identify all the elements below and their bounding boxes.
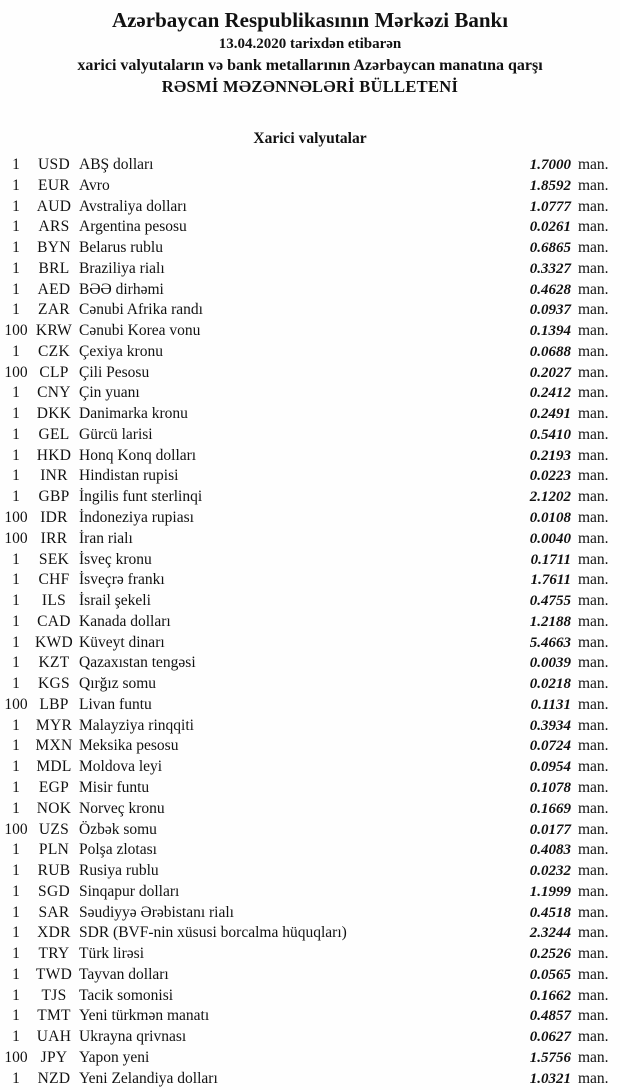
currency-row bbox=[0, 633, 620, 654]
currency-quantity: 1 bbox=[12, 945, 20, 963]
currency-row bbox=[0, 778, 620, 799]
rate-unit: man. bbox=[578, 820, 609, 838]
currency-row bbox=[0, 363, 620, 384]
rate-unit: man. bbox=[578, 882, 609, 900]
currency-name: Qazaxıstan tengəsi bbox=[79, 654, 196, 672]
currency-quantity: 1 bbox=[12, 654, 20, 672]
currency-quantity: 1 bbox=[12, 446, 20, 464]
rate-unit: man. bbox=[578, 592, 609, 610]
currency-name: Rusiya rublu bbox=[79, 862, 159, 880]
currency-name: Avro bbox=[79, 176, 110, 194]
currency-quantity: 1 bbox=[12, 799, 20, 817]
rate-unit: man. bbox=[578, 239, 609, 257]
rate-value: 0.1669 bbox=[529, 800, 571, 817]
rate-value: 0.0040 bbox=[529, 530, 571, 547]
bulletin-title: RƏSMİ MƏZƏNNƏLƏRİ BÜLLETENİ bbox=[161, 77, 459, 96]
currency-row bbox=[0, 653, 620, 674]
currency-code: DKK bbox=[36, 405, 72, 423]
currency-code: IRR bbox=[40, 529, 68, 547]
rate-value: 1.5756 bbox=[529, 1049, 571, 1066]
currency-code: UZS bbox=[38, 820, 70, 838]
rate-unit: man. bbox=[578, 446, 609, 464]
rate-value: 0.0688 bbox=[529, 343, 571, 360]
currency-quantity: 100 bbox=[4, 363, 28, 381]
currency-code: CHF bbox=[38, 571, 70, 589]
currency-quantity: 1 bbox=[12, 986, 20, 1004]
currency-code: XDR bbox=[37, 924, 71, 942]
rate-unit: man. bbox=[578, 280, 609, 298]
currency-code: MDL bbox=[36, 758, 72, 776]
currency-quantity: 1 bbox=[12, 197, 20, 215]
currency-quantity: 1 bbox=[12, 467, 20, 485]
currency-row bbox=[0, 965, 620, 986]
currency-name: Avstraliya dolları bbox=[79, 197, 187, 215]
rate-value: 0.0232 bbox=[529, 863, 571, 880]
rate-unit: man. bbox=[578, 778, 609, 796]
currency-row bbox=[0, 1069, 620, 1090]
currency-name: SDR (BVF-nin xüsusi borcalma hüquqları) bbox=[79, 924, 347, 942]
currency-quantity: 1 bbox=[12, 550, 20, 568]
rate-unit: man. bbox=[578, 924, 609, 942]
currency-row bbox=[0, 1048, 620, 1069]
rate-unit: man. bbox=[578, 945, 609, 963]
currency-quantity: 1 bbox=[12, 1069, 20, 1087]
currency-row bbox=[0, 923, 620, 944]
currency-name: ABŞ dolları bbox=[79, 156, 154, 173]
currency-quantity: 1 bbox=[12, 841, 20, 859]
currency-row bbox=[0, 986, 620, 1007]
rate-value: 0.4628 bbox=[529, 281, 571, 298]
currency-code: SAR bbox=[38, 903, 70, 921]
currency-row bbox=[0, 716, 620, 737]
currency-row bbox=[0, 591, 620, 612]
rate-unit: man. bbox=[578, 197, 609, 215]
currency-code: CNY bbox=[37, 384, 71, 402]
currency-row bbox=[0, 383, 620, 404]
currency-code: HKD bbox=[36, 446, 72, 464]
currency-row bbox=[0, 425, 620, 446]
rate-value: 0.0261 bbox=[529, 219, 571, 236]
currency-quantity: 1 bbox=[12, 592, 20, 610]
currency-row bbox=[0, 466, 620, 487]
currency-name: Moldova leyi bbox=[79, 758, 163, 776]
rate-value: 0.0223 bbox=[529, 468, 571, 485]
currency-code: KRW bbox=[35, 322, 73, 340]
bank-name: Azərbaycan Respublikasının Mərkəzi Bankı bbox=[111, 8, 509, 32]
currency-quantity: 1 bbox=[12, 716, 20, 734]
rate-unit: man. bbox=[578, 405, 609, 423]
currency-code: CLP bbox=[39, 363, 69, 381]
currency-name: Argentina pesosu bbox=[79, 218, 187, 236]
effective-date: 13.04.2020 tarixdən etibarən bbox=[218, 36, 402, 52]
rate-value: 0.3327 bbox=[529, 260, 571, 277]
rate-unit: man. bbox=[578, 301, 609, 319]
currency-name: Səudiyyə Ərəbistanı rialı bbox=[79, 903, 234, 921]
currency-quantity: 100 bbox=[4, 1048, 28, 1066]
currency-quantity: 100 bbox=[4, 695, 28, 713]
currency-row bbox=[0, 280, 620, 301]
currency-row bbox=[0, 1006, 620, 1027]
rate-unit: man. bbox=[578, 1007, 609, 1025]
rate-value: 0.0724 bbox=[529, 738, 571, 755]
currency-code: TWD bbox=[35, 965, 73, 983]
currency-quantity: 100 bbox=[4, 509, 28, 527]
rate-value: 0.2193 bbox=[529, 447, 571, 464]
currency-code: LBP bbox=[39, 695, 69, 713]
currency-code: RUB bbox=[37, 862, 71, 880]
currency-quantity: 1 bbox=[12, 301, 20, 319]
rate-unit: man. bbox=[578, 1069, 609, 1087]
rate-value: 0.0177 bbox=[529, 821, 571, 838]
currency-name: Norveç kronu bbox=[79, 799, 165, 817]
rate-unit: man. bbox=[578, 550, 609, 568]
rate-value: 0.0954 bbox=[529, 759, 571, 776]
rate-value: 1.1999 bbox=[529, 883, 571, 900]
currency-row bbox=[0, 695, 620, 716]
rate-value: 0.0565 bbox=[529, 966, 571, 983]
currency-row bbox=[0, 217, 620, 238]
currency-code: SEK bbox=[38, 550, 70, 568]
currency-quantity: 1 bbox=[12, 405, 20, 423]
currency-name: Çin yuanı bbox=[79, 384, 140, 402]
currency-name: Cənubi Korea vonu bbox=[79, 322, 201, 340]
rate-unit: man. bbox=[578, 986, 609, 1004]
rate-unit: man. bbox=[578, 384, 609, 402]
currency-name: İndoneziya rupiası bbox=[79, 509, 194, 527]
currency-rates-table bbox=[0, 155, 620, 1089]
currency-name: Meksika pesosu bbox=[79, 737, 179, 755]
currency-row bbox=[0, 487, 620, 508]
rate-unit: man. bbox=[578, 612, 609, 630]
currency-code: CAD bbox=[37, 612, 71, 630]
currency-name: Danimarka kronu bbox=[79, 405, 188, 423]
currency-name: Tayvan dolları bbox=[79, 965, 169, 983]
currency-row bbox=[0, 197, 620, 218]
currency-quantity: 1 bbox=[12, 882, 20, 900]
rate-unit: man. bbox=[578, 509, 609, 527]
currency-quantity: 1 bbox=[12, 924, 20, 942]
currency-name: Ukrayna qrivnası bbox=[79, 1028, 187, 1046]
currency-row bbox=[0, 155, 620, 176]
currency-quantity: 100 bbox=[4, 529, 28, 547]
currency-code: BRL bbox=[38, 259, 70, 277]
currency-row bbox=[0, 300, 620, 321]
currency-quantity: 100 bbox=[4, 820, 28, 838]
currency-code: ZAR bbox=[38, 301, 70, 319]
rate-value: 1.0321 bbox=[529, 1070, 571, 1087]
currency-code: ILS bbox=[41, 592, 67, 610]
currency-row bbox=[0, 944, 620, 965]
rate-unit: man. bbox=[578, 737, 609, 755]
currency-name: Özbək somu bbox=[79, 820, 157, 838]
rate-value: 1.7000 bbox=[529, 157, 571, 173]
currency-row bbox=[0, 736, 620, 757]
currency-name: Küveyt dinarı bbox=[79, 633, 165, 651]
currency-name: Misir funtu bbox=[79, 778, 150, 796]
currency-quantity: 1 bbox=[12, 156, 20, 173]
currency-code: MXN bbox=[35, 737, 73, 755]
rate-unit: man. bbox=[578, 841, 609, 859]
currency-name: İngilis funt sterlinqi bbox=[79, 488, 203, 506]
currency-quantity: 1 bbox=[12, 218, 20, 236]
currency-quantity: 1 bbox=[12, 342, 20, 360]
currency-quantity: 100 bbox=[4, 322, 28, 340]
rate-value: 1.8592 bbox=[529, 177, 571, 194]
currency-name: Cənubi Afrika randı bbox=[79, 301, 203, 319]
currency-row bbox=[0, 757, 620, 778]
currency-code: JPY bbox=[40, 1048, 68, 1066]
currency-row bbox=[0, 861, 620, 882]
currency-quantity: 1 bbox=[12, 488, 20, 506]
currency-code: SGD bbox=[38, 882, 70, 900]
rate-value: 0.1662 bbox=[529, 987, 571, 1004]
currency-name: Honq Konq dolları bbox=[79, 446, 197, 464]
currency-code: EGP bbox=[38, 778, 70, 796]
currency-quantity: 1 bbox=[12, 280, 20, 298]
currency-row bbox=[0, 404, 620, 425]
rate-unit: man. bbox=[578, 363, 609, 381]
currency-row bbox=[0, 321, 620, 342]
currency-code: MYR bbox=[35, 716, 73, 734]
rate-unit: man. bbox=[578, 467, 609, 485]
rate-value: 0.0627 bbox=[529, 1029, 571, 1046]
currency-code: ARS bbox=[38, 218, 70, 236]
currency-name: Qırğız somu bbox=[79, 675, 157, 693]
currency-quantity: 1 bbox=[12, 239, 20, 257]
currency-row bbox=[0, 259, 620, 280]
rate-unit: man. bbox=[578, 259, 609, 277]
currency-row bbox=[0, 342, 620, 363]
rate-value: 0.4857 bbox=[529, 1008, 571, 1025]
currency-quantity: 1 bbox=[12, 633, 20, 651]
section-title-foreign-currencies: Xarici valyutalar bbox=[253, 130, 367, 147]
currency-row bbox=[0, 508, 620, 529]
currency-quantity: 1 bbox=[12, 259, 20, 277]
rate-value: 0.3934 bbox=[529, 717, 571, 734]
currency-name: Çexiya kronu bbox=[79, 342, 163, 360]
currency-name: İsrail şekeli bbox=[79, 592, 151, 610]
currency-quantity: 1 bbox=[12, 903, 20, 921]
rate-unit: man. bbox=[578, 488, 609, 506]
currency-quantity: 1 bbox=[12, 1007, 20, 1025]
currency-code: GBP bbox=[38, 488, 70, 506]
currency-row bbox=[0, 238, 620, 259]
rate-unit: man. bbox=[578, 862, 609, 880]
document-subtitle: xarici valyutaların və bank metallarının Azərbaycan manatına qarşı bbox=[77, 57, 543, 74]
currency-name: Sinqapur dolları bbox=[79, 882, 180, 900]
rate-unit: man. bbox=[578, 903, 609, 921]
rate-value: 1.7611 bbox=[530, 572, 571, 589]
rate-unit: man. bbox=[578, 1048, 609, 1066]
rate-unit: man. bbox=[578, 156, 609, 173]
currency-row bbox=[0, 820, 620, 841]
currency-name: Gürcü larisi bbox=[79, 425, 153, 443]
currency-name: İsveç kronu bbox=[79, 550, 152, 568]
currency-row bbox=[0, 1027, 620, 1048]
currency-name: İsveçrə frankı bbox=[79, 571, 165, 589]
rate-value: 0.4518 bbox=[529, 904, 571, 921]
rate-value: 0.6865 bbox=[529, 240, 571, 257]
currency-code: TJS bbox=[41, 986, 67, 1004]
currency-quantity: 1 bbox=[12, 675, 20, 693]
currency-row bbox=[0, 550, 620, 571]
rate-value: 0.2412 bbox=[529, 385, 571, 402]
currency-name: Türk lirəsi bbox=[79, 945, 144, 963]
rate-value: 1.0777 bbox=[529, 198, 571, 215]
rate-unit: man. bbox=[578, 654, 609, 672]
rate-unit: man. bbox=[578, 633, 609, 651]
rate-unit: man. bbox=[578, 758, 609, 776]
currency-code: NOK bbox=[36, 799, 72, 817]
currency-name: Hindistan rupisi bbox=[79, 467, 179, 485]
currency-code: TMT bbox=[37, 1007, 71, 1025]
currency-code: AUD bbox=[36, 197, 72, 215]
rate-value: 2.3244 bbox=[529, 925, 571, 942]
rate-unit: man. bbox=[578, 322, 609, 340]
currency-name: Tacik somonisi bbox=[79, 986, 174, 1004]
currency-row bbox=[0, 882, 620, 903]
currency-quantity: 1 bbox=[12, 425, 20, 443]
rate-unit: man. bbox=[578, 716, 609, 734]
currency-name: Livan funtu bbox=[79, 695, 152, 713]
currency-code: IDR bbox=[40, 509, 68, 527]
rate-unit: man. bbox=[578, 965, 609, 983]
currency-code: NZD bbox=[37, 1069, 71, 1087]
currency-row bbox=[0, 612, 620, 633]
rate-unit: man. bbox=[578, 675, 609, 693]
currency-quantity: 1 bbox=[12, 862, 20, 880]
currency-code: UAH bbox=[36, 1028, 72, 1046]
rate-value: 0.4755 bbox=[529, 593, 571, 610]
rate-value: 0.0039 bbox=[529, 655, 571, 672]
currency-name: İran rialı bbox=[79, 529, 133, 547]
currency-quantity: 1 bbox=[12, 1028, 20, 1046]
currency-code: USD bbox=[38, 156, 70, 173]
rate-value: 0.1131 bbox=[530, 696, 571, 713]
currency-code: PLN bbox=[38, 841, 70, 859]
rate-value: 0.0218 bbox=[529, 676, 571, 693]
rate-value: 0.1078 bbox=[529, 779, 571, 796]
currency-name: Belarus rublu bbox=[79, 239, 163, 257]
currency-name: Malayziya rinqqiti bbox=[79, 716, 194, 734]
rate-unit: man. bbox=[578, 799, 609, 817]
currency-code: KGS bbox=[38, 675, 70, 693]
rate-value: 0.4083 bbox=[529, 842, 571, 859]
currency-name: Polşa zlotası bbox=[79, 841, 157, 859]
rate-value: 0.2526 bbox=[529, 946, 571, 963]
currency-name: Kanada dolları bbox=[79, 612, 171, 630]
rate-value: 0.2027 bbox=[529, 364, 571, 381]
document-header bbox=[0, 0, 620, 98]
currency-name: Braziliya rialı bbox=[79, 259, 165, 277]
currency-code: INR bbox=[40, 467, 68, 485]
currency-code: CZK bbox=[38, 342, 70, 360]
currency-name: Yapon yeni bbox=[79, 1048, 150, 1066]
rate-value: 2.1202 bbox=[529, 489, 571, 506]
currency-quantity: 1 bbox=[12, 758, 20, 776]
rate-value: 0.5410 bbox=[529, 426, 571, 443]
currency-row bbox=[0, 674, 620, 695]
currency-row bbox=[0, 570, 620, 591]
currency-quantity: 1 bbox=[12, 778, 20, 796]
currency-code: EUR bbox=[38, 176, 70, 194]
rate-unit: man. bbox=[578, 342, 609, 360]
currency-quantity: 1 bbox=[12, 571, 20, 589]
currency-quantity: 1 bbox=[12, 612, 20, 630]
currency-code: TRY bbox=[38, 945, 70, 963]
rate-unit: man. bbox=[578, 571, 609, 589]
currency-row bbox=[0, 446, 620, 467]
rate-unit: man. bbox=[578, 218, 609, 236]
currency-row bbox=[0, 840, 620, 861]
currency-code: KZT bbox=[38, 654, 70, 672]
currency-quantity: 1 bbox=[12, 176, 20, 194]
currency-code: AED bbox=[37, 280, 71, 298]
currency-quantity: 1 bbox=[12, 384, 20, 402]
rate-value: 0.1711 bbox=[530, 551, 571, 568]
rate-unit: man. bbox=[578, 1028, 609, 1046]
rate-value: 0.0937 bbox=[529, 302, 571, 319]
rate-value: 0.2491 bbox=[529, 406, 571, 423]
currency-code: BYN bbox=[37, 239, 71, 257]
rate-value: 0.1394 bbox=[529, 323, 571, 340]
currency-name: Çili Pesosu bbox=[79, 363, 150, 381]
rate-value: 5.4663 bbox=[529, 634, 571, 651]
rate-value: 0.0108 bbox=[529, 510, 571, 527]
currency-name: BƏƏ dirhəmi bbox=[79, 280, 164, 298]
currency-quantity: 1 bbox=[12, 737, 20, 755]
currency-row bbox=[0, 176, 620, 197]
rate-unit: man. bbox=[578, 176, 609, 194]
currency-row bbox=[0, 799, 620, 820]
currency-code: GEL bbox=[38, 425, 70, 443]
currency-quantity: 1 bbox=[12, 965, 20, 983]
currency-row bbox=[0, 529, 620, 550]
rate-unit: man. bbox=[578, 425, 609, 443]
rate-value: 1.2188 bbox=[529, 613, 571, 630]
rate-unit: man. bbox=[578, 529, 609, 547]
currency-row bbox=[0, 903, 620, 924]
currency-code: KWD bbox=[35, 633, 73, 651]
rate-unit: man. bbox=[578, 695, 609, 713]
currency-name: Yeni türkmən manatı bbox=[79, 1007, 210, 1025]
currency-name: Yeni Zelandiya dolları bbox=[79, 1069, 218, 1087]
